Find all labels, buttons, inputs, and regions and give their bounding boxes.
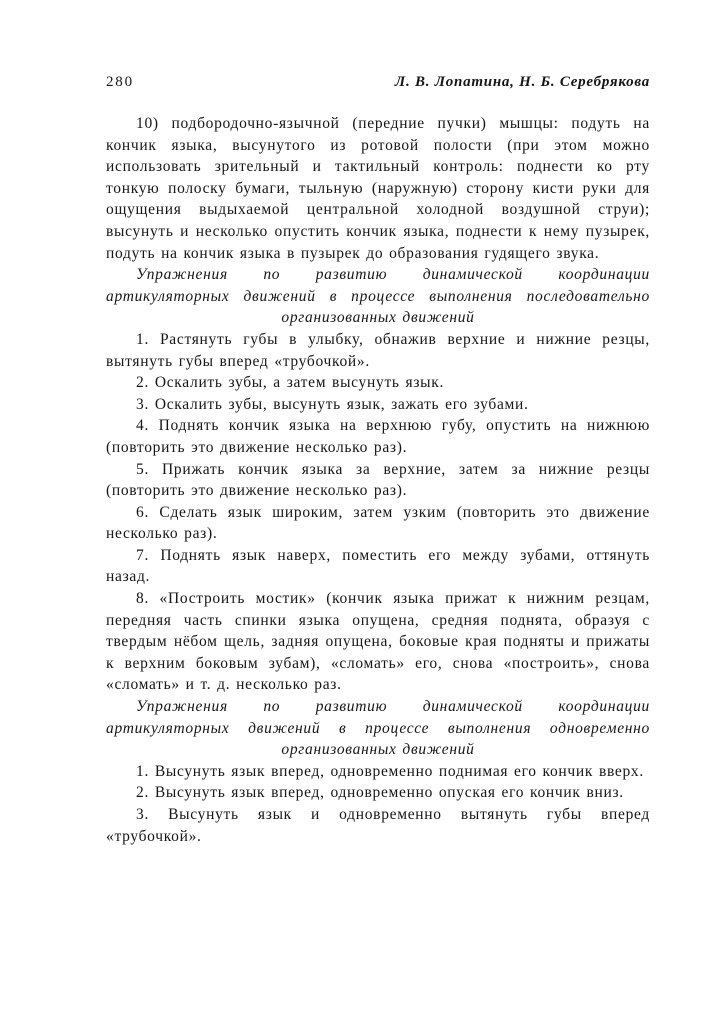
exercise-item: 4. Поднять кончик языка на верхнюю губу, опустить на нижнюю (повторить это движение несколько раз). [106,417,650,456]
section-heading-sequential-movements: Упражнения по развитию динамической координации артикуляторных движений в процессе выполнения последовательно организованных движений [106,266,650,327]
exercise-item: 3. Оскалить зубы, высунуть язык, зажать его зубами. [136,395,529,413]
exercise-item: 2. Оскалить зубы, а затем высунуть язык. [136,374,445,392]
page-header [106,74,650,91]
page-number: 280 [106,74,134,90]
paragraph-exercise-10: 10) подбородочно-язычной (передние пучки) мышцы: подуть на кончик языка, высунутого из ротовой полости (при этом можно использовать зрительный и тактильный контроль: поднести ко рту тонкую полоску бумаги, тыльную (наружную) сторону кисти руки для ощущения выдыхаемой центральной холодной воздушной струи); высунуть и несколько опустить кончик языка, поднести к нему пузырек, подуть на кончик языка в пузырек до образования гудящего звука. [106,115,650,262]
running-title-authors: Л. В. Лопатина, Н. Б. Серебрякова [394,74,650,90]
exercise-item: 5. Прижать кончик языка за верхние, затем за нижние резцы (повторить это движение несколько раз). [106,460,650,500]
exercise-item: 6. Сделать язык широким, затем узким (повторить это движение несколько раз). [106,503,650,543]
exercise-item: 3. Высунуть язык и одновременно вытянуть губы вперед «трубочкой». [106,806,650,845]
section-heading-simultaneous-movements: Упражнения по развитию динамической координации артикуляторных движений в процессе выполнения одновременно организованных движений [106,698,650,759]
exercise-item: 7. Поднять язык наверх, поместить его между зубами, оттянуть назад. [106,546,650,586]
text-block [106,113,650,847]
exercise-item: 1. Высунуть язык вперед, одновременно поднимая его кончик вверх. [136,762,644,780]
exercise-item: 1. Растянуть губы в улыбку, обнажив верхние и нижние резцы, вытянуть губы вперед «трубочкой». [106,330,650,370]
exercise-item: 2. Высунуть язык вперед, одновременно опуская его кончик вниз. [136,784,624,802]
exercise-item: 8. «Построить мостик» (кончик языка прижат к нижним резцам, передняя часть спинки языка опущена, средняя поднята, образуя с твердым нёбом щель, задняя опущена, боковые края подняты и прижаты к верхним боковым зубам), «сломать» его, снова «построить», снова «сломать» и т. д. несколько раз. [106,590,650,694]
